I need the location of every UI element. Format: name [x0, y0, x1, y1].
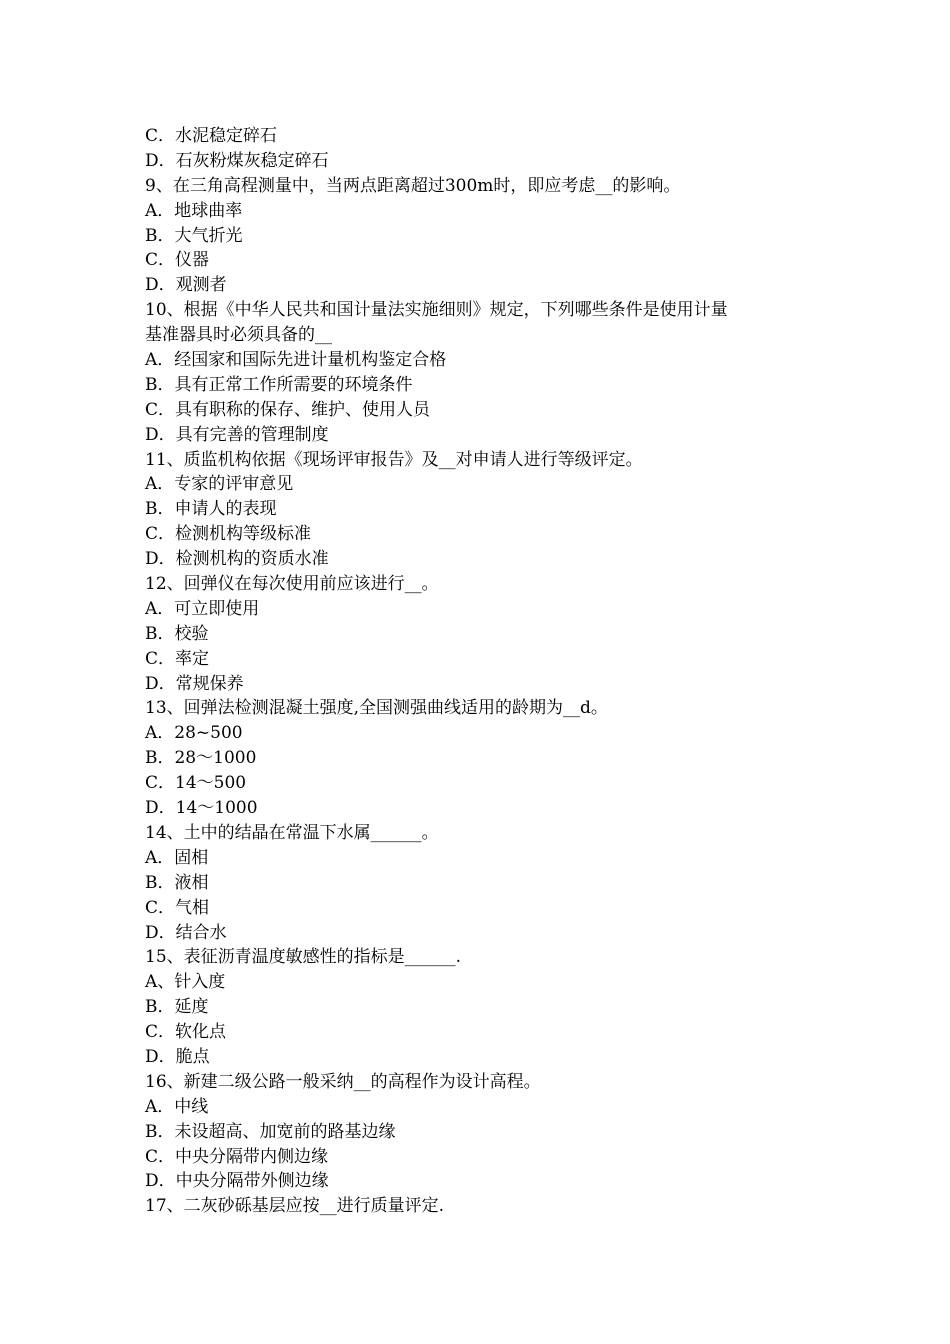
option-line: A．固相: [145, 847, 209, 868]
option-line: C．软化点: [145, 1022, 227, 1043]
option-line: A．可立即使用: [145, 598, 260, 619]
question-line: 11、质监机构依据《现场评审报告》及__对申请人进行等级评定。: [145, 449, 643, 470]
document-page: [145, 124, 825, 1219]
option-line: B．未设超高、加宽前的路基边缘: [145, 1121, 396, 1142]
option-line: D．具有完善的管理制度: [145, 424, 329, 445]
option-line: A．经国家和国际先进计量机构鉴定合格: [145, 350, 447, 371]
option-line: D．常规保养: [145, 673, 244, 694]
option-line: C．率定: [145, 648, 210, 669]
option-line: D．14～1000: [145, 798, 258, 819]
option-line: C．具有职称的保存、维护、使用人员: [145, 399, 431, 420]
option-line: B．延度: [145, 997, 209, 1018]
question-line: 15、表征沥青温度敏感性的指标是______.: [145, 947, 462, 968]
option-line: D．脆点: [145, 1046, 210, 1067]
option-line: D．中央分隔带外侧边缘: [145, 1171, 329, 1192]
option-line: B．液相: [145, 872, 209, 893]
option-line: D．观测者: [145, 275, 227, 296]
question-line: 10、根据《中华人民共和国计量法实施细则》规定，下列哪些条件是使用计量: [145, 300, 728, 321]
question-line: 17、二灰砂砾基层应按__进行质量评定.: [145, 1196, 445, 1217]
option-line: A．中线: [145, 1096, 209, 1117]
text-line: D．石灰粉煤灰稳定碎石: [145, 150, 329, 171]
option-line: C．14～500: [145, 773, 247, 794]
option-line: C．仪器: [145, 250, 210, 271]
question-line: 9、在三角高程测量中，当两点距离超过300m时，即应考虑__的影响。: [145, 175, 681, 196]
question-line: 基准器具时必须具备的__: [145, 325, 332, 346]
option-line: A．地球曲率: [145, 200, 243, 221]
option-line: A、针入度: [145, 972, 226, 993]
option-line: C．气相: [145, 897, 210, 918]
option-line: B．校验: [145, 623, 209, 644]
question-line: 13、回弹法检测混凝土强度,全国测强曲线适用的龄期为__d。: [145, 698, 608, 719]
option-line: A．专家的评审意见: [145, 474, 294, 495]
option-line: C．检测机构等级标准: [145, 524, 312, 545]
question-line: 16、新建二级公路一般采纳__的高程作为设计高程。: [145, 1071, 541, 1092]
option-line: D．检测机构的资质水准: [145, 549, 329, 570]
option-line: B．大气折光: [145, 225, 243, 246]
option-line: B．申请人的表现: [145, 499, 277, 520]
text-line: C．水泥稳定碎石: [145, 126, 278, 146]
option-line: A．28~500: [145, 723, 243, 744]
option-line: B．具有正常工作所需要的环境条件: [145, 374, 413, 395]
option-line: C．中央分隔带内侧边缘: [145, 1146, 329, 1167]
question-line: 12、回弹仪在每次使用前应该进行__。: [145, 574, 439, 595]
question-line: 14、土中的结晶在常温下水属______。: [145, 822, 439, 843]
option-line: D．结合水: [145, 922, 227, 943]
option-line: B．28～1000: [145, 748, 257, 769]
